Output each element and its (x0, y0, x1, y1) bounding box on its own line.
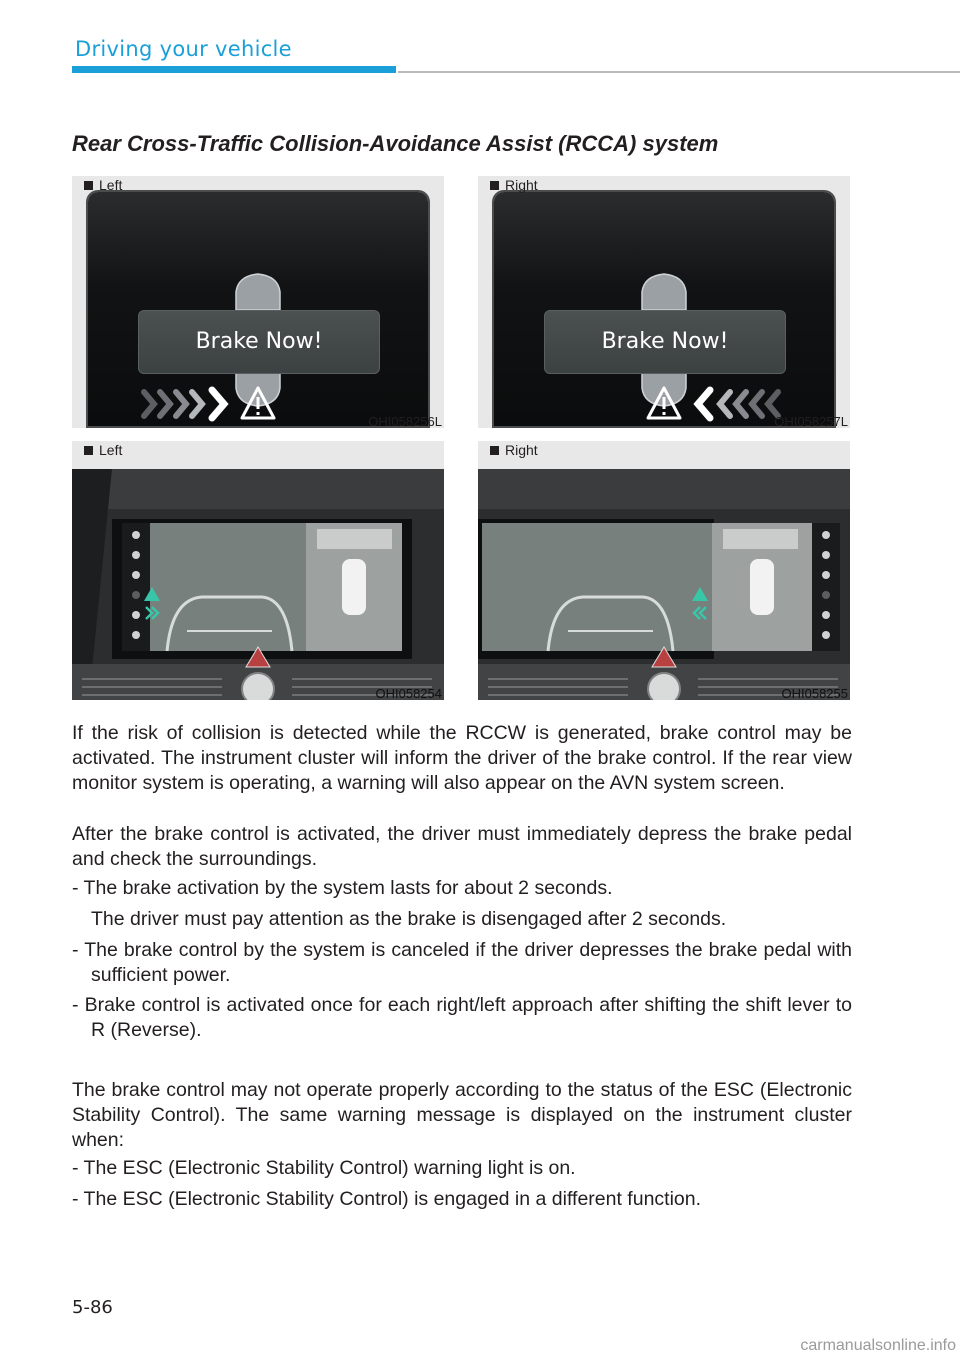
avn-screen (122, 523, 402, 651)
page-number: 5-86 (72, 1297, 113, 1318)
analog-clock-icon (648, 673, 680, 700)
figure-code: OHI058255 (781, 686, 848, 700)
body-paragraph: After the brake control is activated, the driver must immediately depress the brake pedal and check the surroundings. (72, 823, 852, 870)
figure-label: Right (490, 177, 538, 193)
figure-code: OHI058256L (368, 414, 442, 428)
figure-cluster-left (72, 176, 444, 428)
list-item: - The ESC (Electronic Stability Control) is engaged in a different function. (72, 1188, 702, 1210)
body-paragraph: The brake control may not operate properly according to the status of the ESC (Electronic Stability Control). The same warning message is displayed on the instrument cluster when: (72, 1079, 852, 1151)
cluster-display (494, 192, 834, 426)
figure-label: Right (490, 442, 538, 458)
approach-arrows-icon (144, 390, 224, 418)
brake-now-message: Brake Now! (138, 310, 380, 374)
figure-label: Left (84, 177, 122, 193)
list-item: - The brake activation by the system lasts for about 2 seconds. (72, 877, 613, 899)
list-item: - Brake control is activated once for each right/left approach after shifting the shift lever to R (Reverse). (72, 994, 852, 1041)
body-paragraph: If the risk of collision is detected while the RCCW is generated, brake control may be activated. The instrument cluster will inform the driver of the brake control. If the rear view monitor system is operating, a warning will also appear on the AVN system screen. (72, 722, 852, 794)
figure-label: Left (84, 442, 122, 458)
dashboard-photo (478, 469, 850, 700)
footer-watermark: carmanualsonline.info (800, 1337, 956, 1354)
list-item: - The ESC (Electronic Stability Control) warning light is on. (72, 1157, 576, 1179)
cluster-display (88, 192, 428, 426)
figure-avn-left (72, 441, 444, 700)
section-title: Driving your vehicle (75, 37, 292, 61)
figure-cluster-right (478, 176, 850, 428)
page-heading: Rear Cross-Traffic Collision-Avoidance Assist (RCCA) system (72, 131, 719, 156)
list-item-continuation: The driver must pay attention as the brake is disengaged after 2 seconds. (91, 908, 727, 930)
dashboard-photo (72, 469, 444, 700)
figure-code: OHI058257L (774, 414, 848, 428)
brake-now-message: Brake Now! (544, 310, 786, 374)
figure-avn-right (478, 441, 850, 700)
list-item: - The brake control by the system is canceled if the driver depresses the brake pedal with sufficient power. (72, 939, 852, 986)
section-rule (398, 71, 960, 73)
section-rule-accent (72, 66, 396, 73)
analog-clock-icon (242, 673, 274, 700)
avn-screen (482, 523, 840, 651)
figure-code: OHI058254 (375, 686, 442, 700)
approach-arrows-icon (698, 390, 778, 418)
